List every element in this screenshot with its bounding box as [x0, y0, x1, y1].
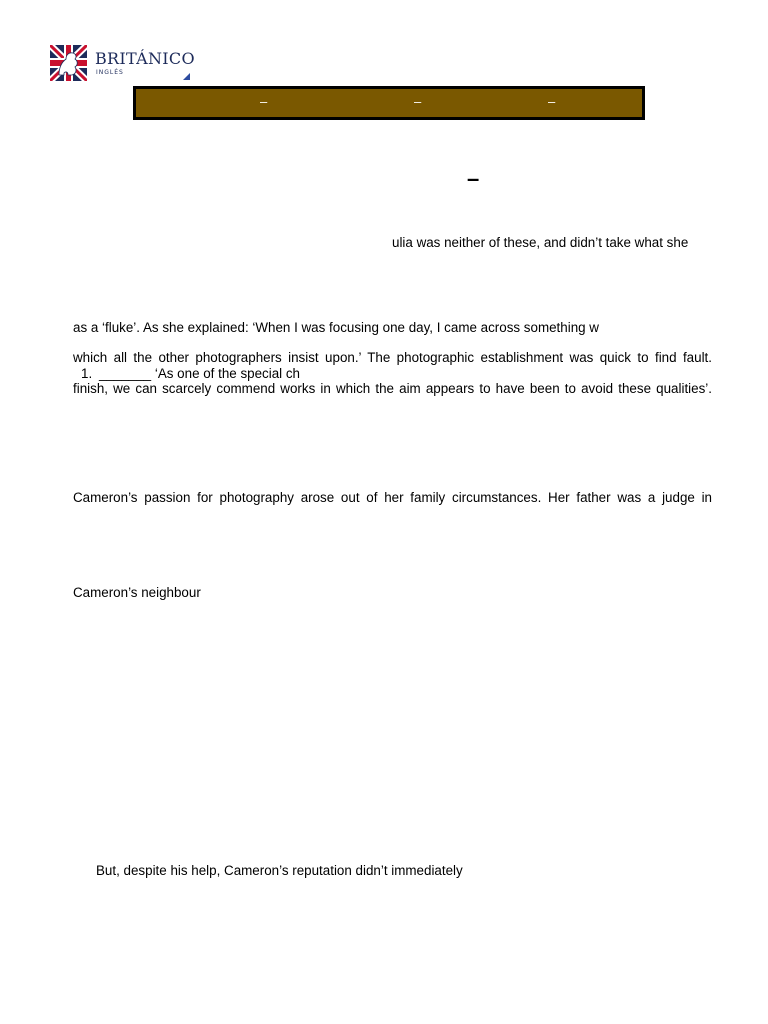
britanico-logo: [50, 45, 195, 83]
text-line-establishment: which all the other photographers insist upon.’ The photographic establishment was quick to find fault.: [73, 350, 712, 365]
title-dash-1: –: [260, 94, 268, 109]
text-line-fluke: as a ‘fluke’. As she explained: ‘When I was focusing one day, I came across something w: [73, 320, 599, 335]
logo-corner-mark: [183, 73, 190, 80]
text-line-reputation: But, despite his help, Cameron’s reputation didn’t immediately: [96, 863, 463, 878]
question-number: 1.: [81, 366, 93, 381]
section-dash: –: [467, 166, 480, 191]
title-dash-2: –: [414, 94, 422, 109]
text-line-julia: ulia was neither of these, and didn’t take what she: [392, 235, 689, 250]
text-line-neighbour: Cameron’s neighbour: [73, 585, 201, 600]
title-bar: [133, 86, 645, 120]
union-jack-lion-icon: [50, 45, 87, 81]
text-line-passion: Cameron’s passion for photography arose out of her family circumstances. Her father was a judge in: [73, 490, 712, 505]
text-line-finish: finish, we can scarcely commend works in which the aim appears to have been to avoid these qualities’.: [73, 381, 712, 396]
logo-subtitle: INGLÉS: [96, 69, 124, 76]
title-dash-3: –: [548, 94, 556, 109]
logo-name: BRITÁNICO: [95, 49, 195, 68]
question-blank-text: _______ ‘As one of the special ch: [99, 366, 301, 381]
